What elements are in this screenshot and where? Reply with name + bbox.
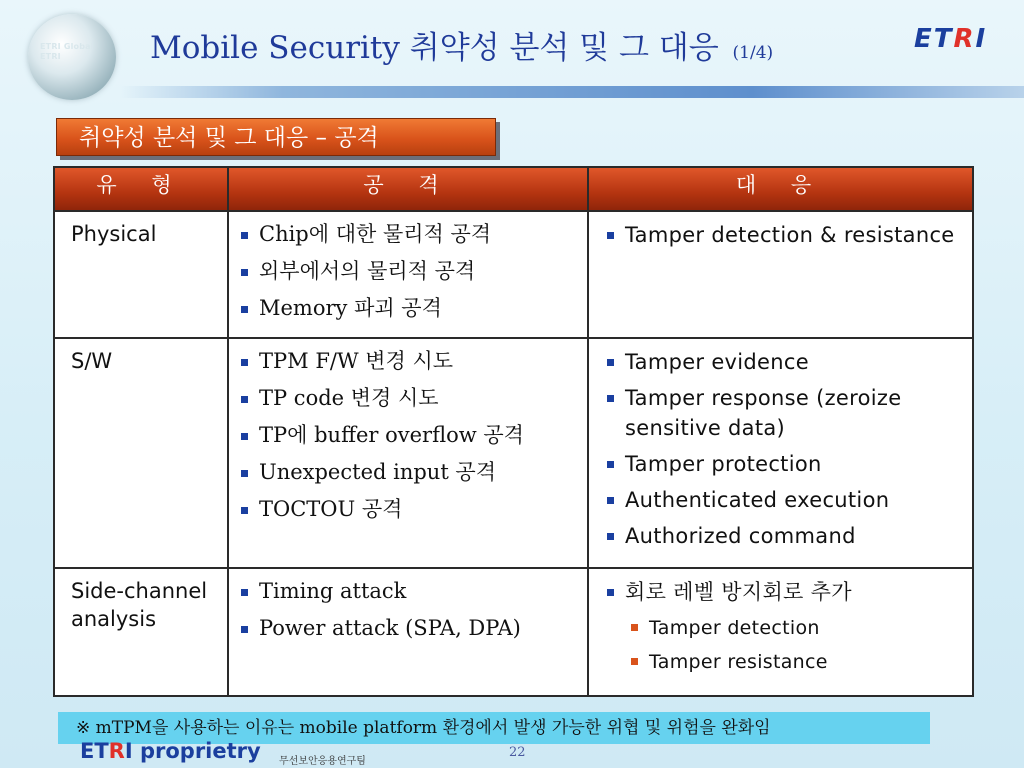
column-header-defense: 대 응 — [588, 167, 973, 211]
list-item: Authenticated execution — [605, 485, 960, 515]
slide-title-text: Mobile Security 취약성 분석 및 그 대응 — [150, 30, 719, 66]
logo-text-i: I — [975, 24, 988, 54]
table-row — [54, 568, 973, 696]
attack-cell — [228, 568, 588, 696]
list-item: Power attack (SPA, DPA) — [239, 614, 575, 642]
footer-department: 무선보안응용연구팀 — [279, 756, 366, 767]
defense-cell — [588, 338, 973, 568]
globe-label-line-2: ETRI — [40, 52, 61, 61]
attack-list — [239, 347, 575, 523]
slide-title — [150, 22, 773, 67]
row-type-cell: S/W — [54, 338, 228, 568]
list-item: Chip에 대한 물리적 공격 — [239, 220, 575, 248]
logo-text-r: R — [953, 24, 976, 54]
attack-cell — [228, 338, 588, 568]
row-type-cell: Side-channel analysis — [54, 568, 228, 696]
list-item: Tamper evidence — [605, 347, 960, 377]
list-item: TPM F/W 변경 시도 — [239, 347, 575, 375]
list-item: Memory 파괴 공격 — [239, 294, 575, 322]
list-item: 회로 레벨 방지회로 추가 — [605, 577, 960, 607]
page-number: 22 — [509, 745, 526, 760]
column-header-attack: 공 격 — [228, 167, 588, 211]
list-item: Tamper protection — [605, 449, 960, 479]
globe-label-line-1: ETRI Global — [40, 42, 94, 51]
etri-logo — [914, 24, 987, 54]
list-item: TOCTOU 공격 — [239, 495, 575, 523]
table-header-row — [54, 167, 973, 211]
table-row — [54, 338, 973, 568]
attack-list — [239, 577, 575, 642]
logo-text-et: ET — [914, 24, 954, 54]
globe-label — [40, 42, 94, 62]
defense-list — [605, 347, 960, 551]
vulnerability-table — [53, 166, 974, 697]
list-item: 외부에서의 물리적 공격 — [239, 257, 575, 285]
attack-cell — [228, 211, 588, 338]
header-divider — [120, 86, 1024, 98]
defense-list — [605, 220, 960, 250]
footer-brand-et: ET — [80, 739, 109, 763]
defense-cell — [588, 211, 973, 338]
column-header-type: 유 형 — [54, 167, 228, 211]
section-heading: 취약성 분석 및 그 대응 – 공격 — [56, 118, 496, 156]
footer-brand-r: R — [108, 739, 125, 763]
sub-list-item: Tamper detection — [605, 613, 960, 643]
list-item: Authorized command — [605, 521, 960, 551]
footer-brand — [80, 739, 261, 763]
sub-list-item: Tamper resistance — [605, 647, 960, 677]
attack-list — [239, 220, 575, 322]
footer-brand-rest: I proprietry — [124, 739, 261, 763]
list-item: Tamper response (zeroize sensitive data) — [605, 383, 960, 443]
slide-page-indicator: (1/4) — [732, 43, 774, 63]
list-item: Unexpected input 공격 — [239, 458, 575, 486]
table-row — [54, 211, 973, 338]
row-type-cell: Physical — [54, 211, 228, 338]
defense-list — [605, 577, 960, 677]
list-item: TP code 변경 시도 — [239, 384, 575, 412]
footnote-banner: ※ mTPM을 사용하는 이유는 mobile platform 환경에서 발생 가능한 위협 및 위험을 완화임 — [58, 712, 930, 744]
list-item: Tamper detection & resistance — [605, 220, 960, 250]
defense-cell — [588, 568, 973, 696]
list-item: TP에 buffer overflow 공격 — [239, 421, 575, 449]
list-item: Timing attack — [239, 577, 575, 605]
